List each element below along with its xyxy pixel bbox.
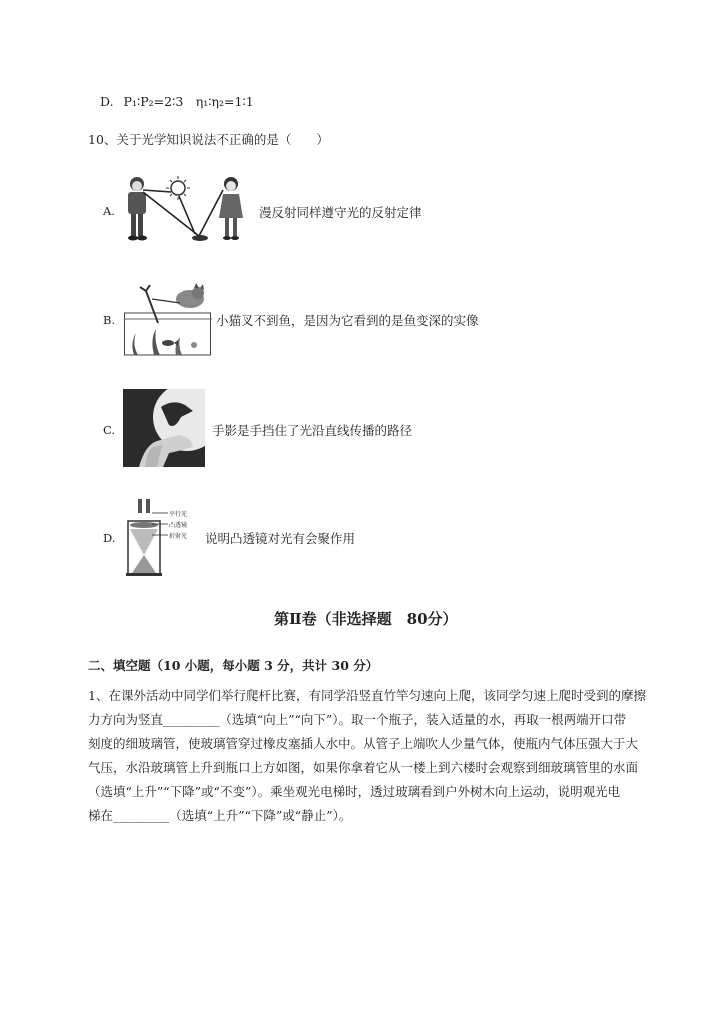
question1-line-1: 1、在课外活动中同学们举行爬杆比赛，有同学沿竖直竹竿匀速向上爬，该同学匀速上爬时受到的摩擦 (88, 688, 646, 703)
question1-line-4: 气压，水沿玻璃管上升到瓶口上方如图，如果你拿着它从一楼上到六楼时会观察到细玻璃管里的水面 (88, 760, 639, 775)
question1-line-5: （选填“上升”“下降”或“不变”）。乘坐观光电梯时，透过玻璃看到户外树木向上运动，说明观光电 (88, 784, 621, 799)
question1-line-6: 梯在_________（选填“上升”“下降”或“静止”）。 (88, 808, 352, 823)
q10-option-d-letter: D. (103, 531, 116, 545)
cat-fishing-icon (124, 283, 212, 357)
q10-option-c-letter: C. (103, 423, 116, 437)
q10-option-b-letter: B. (103, 313, 116, 327)
q10-option-d-text: 说明凸透镜对光有会聚作用 (205, 531, 356, 546)
label-parallel-light: 平行光 (169, 511, 188, 518)
diffuse-reflection-children-icon (123, 174, 253, 250)
label-refracted-light: 折射光 (169, 533, 188, 540)
question1-line-3: 刻度的细玻璃管，使玻璃管穿过橡皮塞插人水中。从管子上端吹人少量气体，使瓶内气体压强大于大 (88, 736, 639, 751)
q10-option-b-text: 小猫叉不到鱼，是因为它看到的是鱼变深的实像 (216, 313, 479, 328)
question1-paragraph (88, 684, 688, 828)
question1-line-2: 力方向为竖直_________（选填“向上”“向下”）。取一个瓶子，装入适量的水，再取一根两端开口带 (88, 712, 627, 727)
q10-option-a-text: 漫反射同样遵守光的反射定律 (259, 205, 422, 220)
convex-lens-apparatus-icon (124, 497, 200, 577)
fill-in-section-heading: 二、填空题（10 小题，每小题 3 分，共计 30 分） (88, 658, 379, 673)
label-convex-lens: 凸透镜 (169, 522, 188, 529)
q9-option-d-letter: D. (100, 94, 114, 109)
part2-title: 第Ⅱ卷（非选择题 80分） (274, 610, 458, 628)
q10-option-c-text: 手影是手挡住了光沿直线传播的路径 (212, 423, 413, 438)
q10-stem: 10、关于光学知识说法不正确的是（ ） (88, 132, 329, 147)
q9-option-d (100, 92, 254, 110)
q9-option-d-text: P₁∶P₂=2∶3 η₁∶η₂=1∶1 (123, 94, 254, 109)
hand-shadow-icon (123, 389, 205, 467)
q10-option-a-letter: A. (103, 204, 115, 218)
